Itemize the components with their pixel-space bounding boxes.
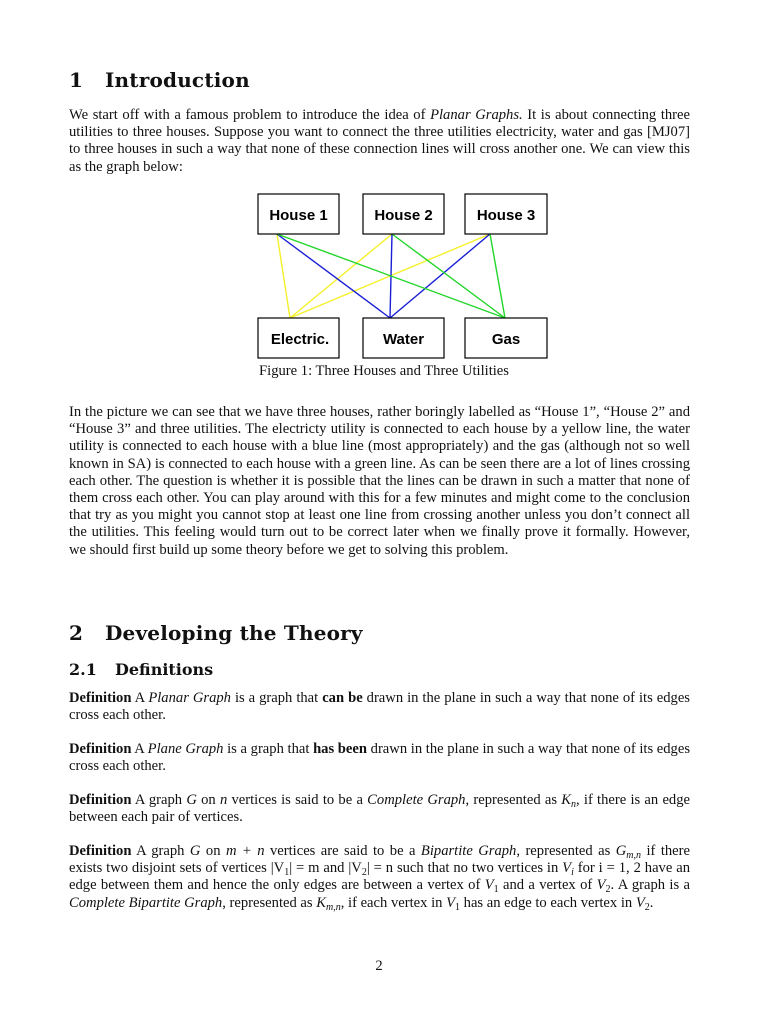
intro-paragraph: We start off with a famous problem to introduce the idea of Planar Graphs. It is about connecting three utilities to three houses. Suppose you want to connect the three utilities electricity, water and gas [MJ07] to three houses in such a way that none of these connection lines will cross another one. We can view this as the graph below: [69,107,690,175]
subsection-heading-definitions: 2.1 Definitions [69,660,214,679]
house-nodes [258,194,547,234]
definition-planar-graph: Definition A Planar Graph is a graph that can be drawn in the plane in such a way that none of its edges cross each other. [69,690,690,724]
label-house-1: House 1 [269,207,328,224]
definition-complete-graph: Definition A graph G on n vertices is said to be a Complete Graph, represented as $K_n$, if there is an edge between each pair of vertices. [69,792,690,826]
section-heading-developing-theory: 2 Developing the Theory [69,621,363,645]
page-number: 2 [375,958,383,974]
label-water: Water [382,331,425,348]
edge-water-house3 [390,234,490,318]
definition-bipartite-graph: Definition A graph G on m + n vertices are said to be a Bipartite Graph, represented as $G_{m,n}$ if there exists two disjoint sets of vertices $|V_1| = m$ and $|V_2| = n$ such that no two vertices in $V_i$ for i = 1, 2 have an edge between them and hence the only edges are between a vertex of $V_1$ and a vertex of $V_2$. A graph is a Complete Bipartite Graph, represented as $K_{m,n}$, if each vertex in $V_1$ has an edge to each vertex in $V_2$. [69,843,691,913]
section-heading-introduction: 1 Introduction [69,68,250,92]
label-house-2: House 2 [374,207,433,224]
definition-plane-graph: Definition A Plane Graph is a graph that has been drawn in the plane in such a way that none of its edges cross each other. [69,741,691,775]
figure-caption: Figure 1: Three Houses and Three Utilities [259,363,509,379]
utility-nodes [258,318,547,358]
edge-electric-house2 [290,234,392,318]
edge-electric-house1 [277,234,290,318]
label-electric: Electric. [270,331,330,348]
label-house-3: House 3 [476,207,536,224]
utilities-graph-figure [0,0,768,400]
edge-gas-house3 [490,234,505,318]
label-gas: Gas [491,331,521,348]
edge-gas-house2 [392,234,505,318]
edge-water-house1 [277,234,390,318]
discussion-paragraph: In the picture we can see that we have three houses, rather boringly labelled as “House 1”, “House 2” and “House 3” and three utilities. The electricty utility is connected to each house by a yellow line, the water utility is connected to each house with a blue line (most appropriately) and the gas (although not so well known in SA) is connected to each house with a green line. As can be seen there are a lot of lines crossing each other. The question is whether it is possible that the lines can be drawn in such a matter that none of them cross each other. You can play around with this for a few minutes and might come to the conclusion that try as you might you cannot stop at least one line from crossing another unless you don’t connect all the utilities. This feeling would turn out to be correct later when we finally prove it formally. However, we should first build up some theory before we get to solving this problem. [69,404,690,558]
graph-edges [277,234,505,318]
